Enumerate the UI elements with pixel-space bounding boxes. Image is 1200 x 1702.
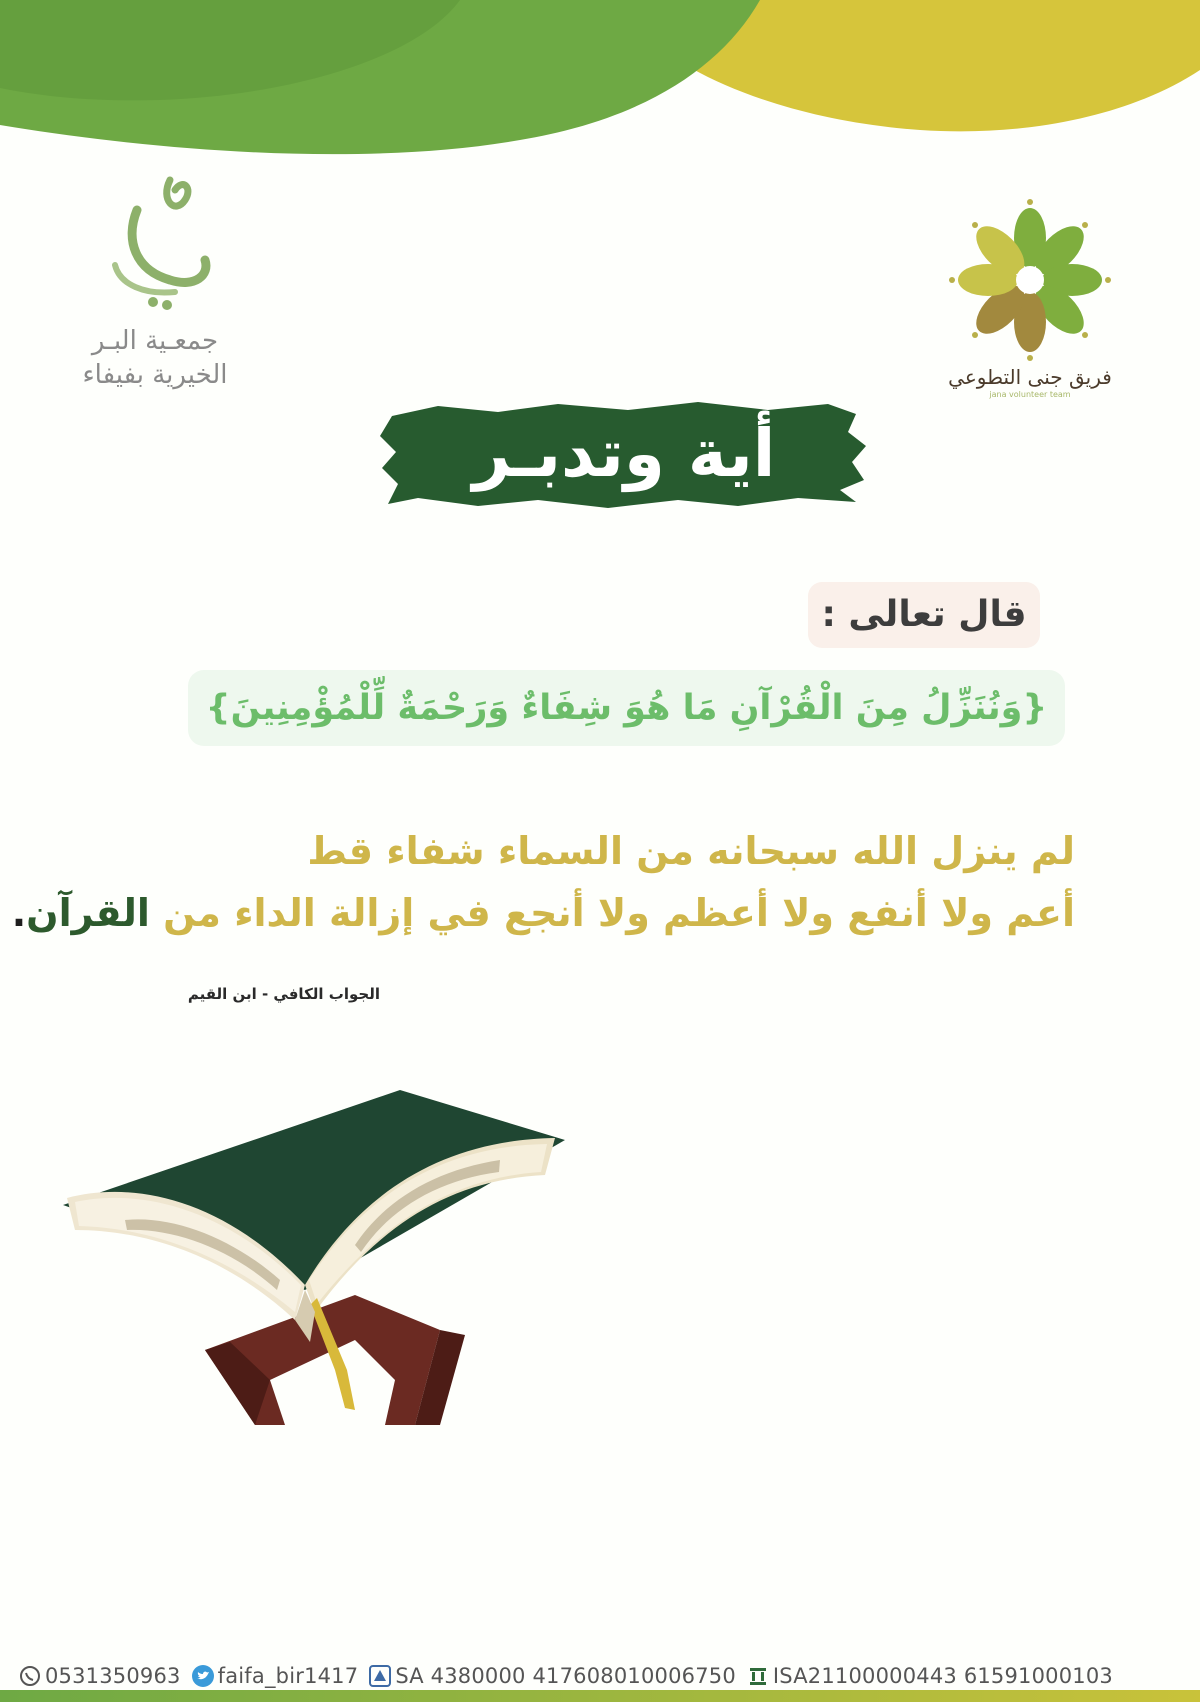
title-banner <box>378 398 870 510</box>
reflection-line-1: لم ينزل الله سبحانه من السماء شفاء قط <box>307 829 1075 873</box>
twitter-icon <box>191 1664 215 1688</box>
bank-icon <box>746 1664 770 1688</box>
footer-iban-2 <box>746 1664 1113 1688</box>
intro-pill <box>808 582 1040 648</box>
footer-twitter[interactable] <box>191 1664 359 1688</box>
intro-label: قال تعالى : <box>821 594 1027 635</box>
footer-phone[interactable] <box>18 1664 181 1688</box>
footer-contact-bar <box>18 1658 1188 1694</box>
volunteer-team-logo <box>940 195 1120 425</box>
volunteer-team-english: jana volunteer team <box>989 390 1071 399</box>
footer-accent-bar <box>0 1690 1200 1702</box>
iban-number-1: SA 4380000 417608010006750 <box>395 1664 736 1688</box>
calligraphy-logo-icon <box>75 170 235 320</box>
charity-logo <box>70 170 240 400</box>
whatsapp-icon <box>18 1664 42 1688</box>
reflection-line-2 <box>11 882 1075 944</box>
flower-logo-icon <box>945 195 1115 365</box>
reflection-line-2-end: . <box>11 891 27 935</box>
reflection-line-2-start: أعم ولا أنفع ولا أعظم ولا أنجع في إزالة الداء من <box>163 891 1075 935</box>
footer-iban-1 <box>368 1664 736 1688</box>
charity-name-line1: جمعـية البـر <box>91 326 219 356</box>
charity-name-line2: الخيرية بفيفاء <box>82 360 228 390</box>
iban-number-2: ISA21100000443 61591000103 <box>772 1664 1113 1688</box>
verse-box <box>188 670 1065 746</box>
quran-book-icon <box>55 1080 575 1440</box>
bank-icon <box>368 1664 392 1688</box>
phone-number: 0531350963 <box>45 1664 181 1688</box>
reflection-text <box>11 820 1075 944</box>
reflection-accent-word: القرآن <box>26 891 150 935</box>
twitter-handle: faifa_bir1417 <box>217 1664 359 1688</box>
source-citation: الجواب الكافي - ابن القيم <box>187 985 380 1003</box>
banner-title: أية وتدبـر <box>472 415 776 492</box>
verse-text: {وَنُنَزِّلُ مِنَ الْقُرْآنِ مَا هُوَ شِفَاءٌ وَرَحْمَةٌ لِّلْمُؤْمِنِينَ} <box>205 688 1048 728</box>
volunteer-team-name: فريق جنى التطوعي <box>948 365 1112 389</box>
